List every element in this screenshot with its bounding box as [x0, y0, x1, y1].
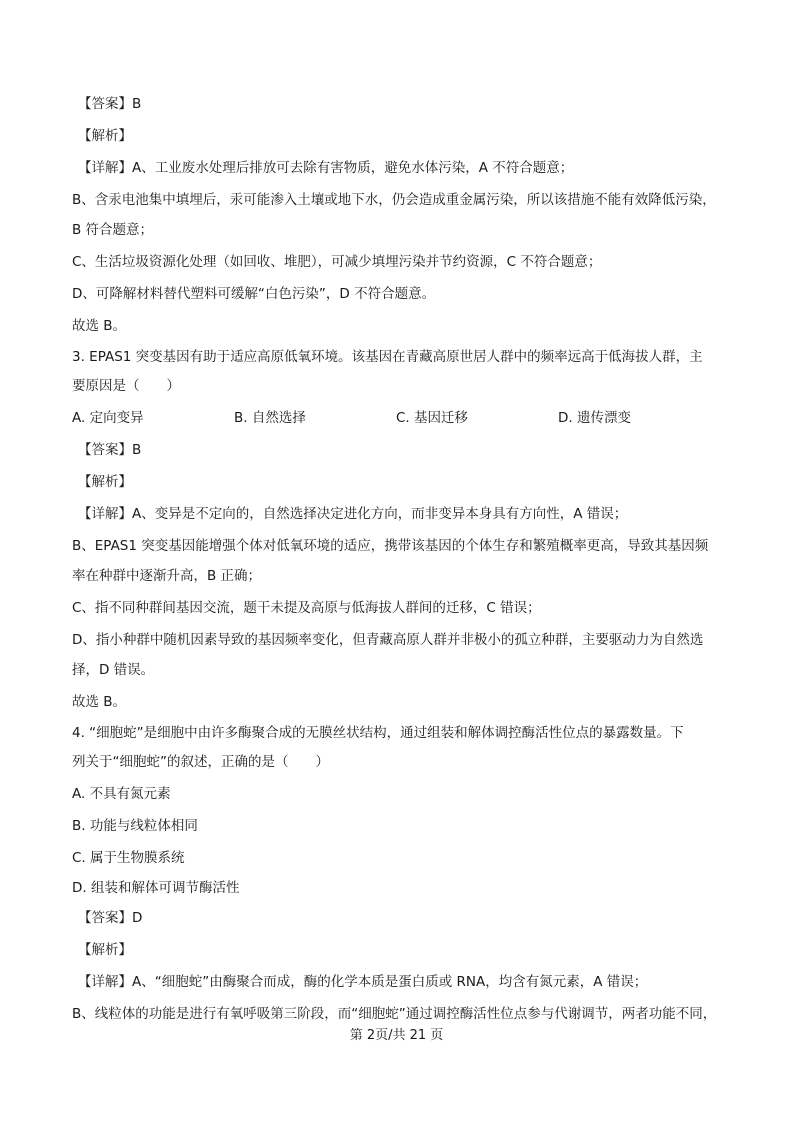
q3-option-a: A. 定向变异 — [72, 410, 144, 426]
q3-detail-line: 择，D 错误。 — [72, 662, 155, 678]
q3-stem: 3. EPAS1 突变基因有助于适应高原低氧环境。该基因在青藏高原世居人群中的频率远高于低海拔人群，主 — [72, 349, 703, 365]
q4-option-d: D. 组装和解体可调节酶活性 — [72, 880, 240, 896]
q2-answer: 【答案】B — [78, 96, 142, 112]
q3-stem: 要原因是（ ） — [72, 378, 180, 394]
q3-options — [72, 408, 722, 428]
q3-analysis-heading: 【解析】 — [78, 474, 132, 490]
q3-option-d: D. 遗传漂变 — [558, 410, 631, 426]
q3-detail-line: C、指不同种群间基因交流，题干未提及高原与低海拔人群间的迁移，C 错误； — [72, 600, 541, 616]
q4-answer: 【答案】D — [78, 910, 143, 926]
q3-option-b: B. 自然选择 — [234, 410, 306, 426]
q4-stem: 列关于“细胞蛇”的叙述，正确的是（ ） — [72, 754, 329, 770]
q3-option-c: C. 基因迁移 — [396, 410, 469, 426]
q4-stem: 4. “细胞蛇”是细胞中由许多酶聚合成的无膜丝状结构，通过组装和解体调控酶活性位点的暴露数量。下 — [72, 725, 684, 741]
q3-detail-line: B、EPAS1 突变基因能增强个体对低氧环境的适应，携带该基因的个体生存和繁殖概率更高，导致其基因频 — [72, 538, 709, 554]
q4-option-a: A. 不具有氮元素 — [72, 786, 171, 802]
q4-option-c: C. 属于生物膜系统 — [72, 850, 185, 866]
q3-conclusion: 故选 B。 — [72, 694, 127, 710]
q4-detail-line: B、线粒体的功能是进行有氧呼吸第三阶段，而“细胞蛇”通过调控酶活性位点参与代谢调节，两者功能不同， — [72, 1006, 717, 1022]
q2-detail-line: 【详解】A、工业废水处理后排放可去除有害物质，避免水体污染，A 不符合题意； — [78, 160, 574, 176]
q2-detail-line: B 符合题意； — [72, 222, 154, 238]
q4-option-b: B. 功能与线粒体相同 — [72, 818, 198, 834]
q3-detail-line: 【详解】A、变异是不定向的，自然选择决定进化方向，而非变异本身具有方向性，A 错误； — [78, 506, 628, 522]
q4-detail-line: 【详解】A、“细胞蛇”由酶聚合而成，酶的化学本质是蛋白质或 RNA，均含有氮元素，A 错误； — [78, 974, 648, 990]
q2-detail-line: B、含汞电池集中填埋后，汞可能渗入土壤或地下水，仍会造成重金属污染，所以该措施不能有效降低污染， — [72, 192, 716, 208]
q3-answer: 【答案】B — [78, 442, 142, 458]
q2-detail-line: C、生活垃圾资源化处理（如回收、堆肥），可减少填埋污染并节约资源，C 不符合题意； — [72, 254, 602, 270]
q2-conclusion: 故选 B。 — [72, 318, 127, 334]
page-number: 第 2页/共 21 页 — [349, 1028, 444, 1043]
q3-detail-line: D、指小种群中随机因素导致的基因频率变化，但青藏高原人群并非极小的孤立种群，主要驱动力为自然选 — [72, 632, 704, 648]
q2-analysis-heading: 【解析】 — [78, 128, 132, 144]
q2-detail-line: D、可降解材料替代塑料可缓解“白色污染”，D 不符合题意。 — [72, 286, 436, 302]
q3-detail-line: 率在种群中逐渐升高，B 正确； — [72, 568, 262, 584]
q4-analysis-heading: 【解析】 — [78, 942, 132, 958]
